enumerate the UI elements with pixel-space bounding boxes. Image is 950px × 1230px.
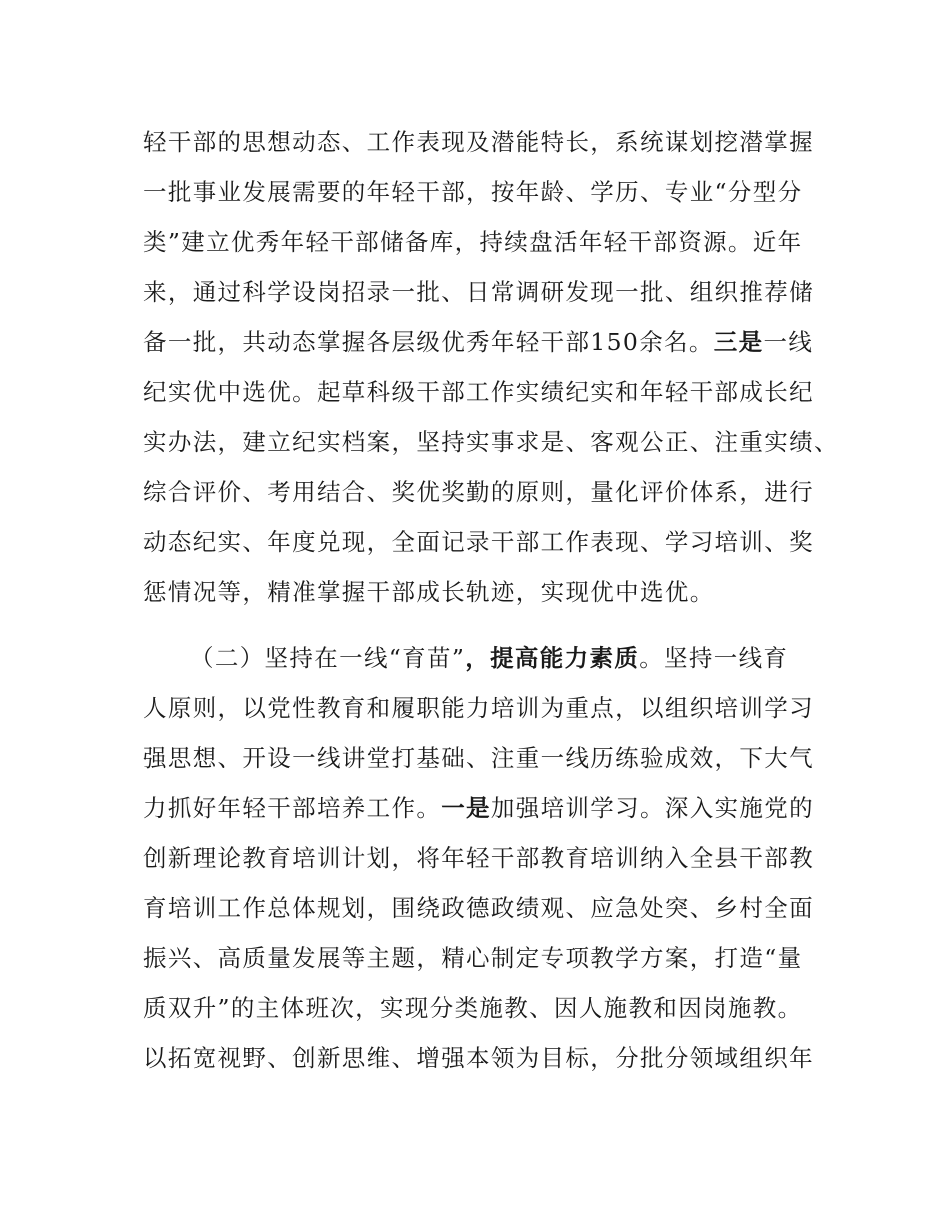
text-line: 来，通过科学设岗招录一批、日常调研发现一批、组织推荐储 (143, 278, 814, 306)
text-line: 创新理论教育培训计划，将年轻干部教育培训纳入全县干部教 (143, 844, 814, 872)
text-line: 育培训工作总体规划，围绕政德政绩观、应急处突、乡村全面 (143, 894, 814, 922)
text-line: 强思想、开设一线讲堂打基础、注重一线历练验成效，下大气 (143, 744, 814, 772)
text-run: 力抓好年轻干部培养工作。 (143, 794, 442, 822)
text-line: 质双升”的主体班次，实现分类施教、因人施教和因岗施教。 (143, 994, 803, 1022)
text-run: 一线 (763, 328, 814, 356)
heading-prefix: （二）坚持在一线“育苗” (190, 644, 466, 672)
text-run: 加强培训学习。深入实施党的 (490, 794, 814, 822)
bold-marker: 一是 (441, 794, 491, 822)
section-heading-line (190, 638, 788, 678)
text-line: 实办法，建立纪实档案，坚持实事求是、客观公正、注重实绩、 (143, 428, 839, 456)
text-run: 备一批，共动态掌握各层级优秀年轻干部150余名。 (143, 328, 714, 356)
text-line: 振兴、高质量发展等主题，精心制定专项教学方案，打造“量 (143, 944, 803, 972)
text-line: 一批事业发展需要的年轻干部，按年龄、学历、专业“分型分 (143, 178, 803, 206)
text-line: 动态纪实、年度兑现，全面记录干部工作表现、学习培训、奖 (143, 528, 814, 556)
heading-bold: ，提高能力素质 (465, 644, 640, 672)
text-line (143, 322, 813, 362)
text-line: 纪实优中选优。起草科级干部工作实绩纪实和年轻干部成长纪 (143, 378, 814, 406)
text-line: 轻干部的思想动态、工作表现及潜能特长，系统谋划挖潜掌握 (143, 128, 814, 156)
text-line: 类”建立优秀年轻干部储备库，持续盘活年轻干部资源。近年 (143, 228, 803, 256)
text-line: 以拓宽视野、创新思维、增强本领为目标，分批分领域组织年 (143, 1044, 814, 1072)
text-line: 惩情况等，精准掌握干部成长轨迹，实现优中选优。 (143, 578, 715, 606)
heading-suffix: 。坚持一线育 (639, 644, 789, 672)
text-line: 综合评价、考用结合、奖优奖勤的原则，量化评价体系，进行 (143, 478, 814, 506)
text-line (143, 788, 814, 828)
text-line: 人原则，以党性教育和履职能力培训为重点，以组织培训学习 (143, 694, 814, 722)
bold-marker: 三是 (713, 328, 764, 356)
